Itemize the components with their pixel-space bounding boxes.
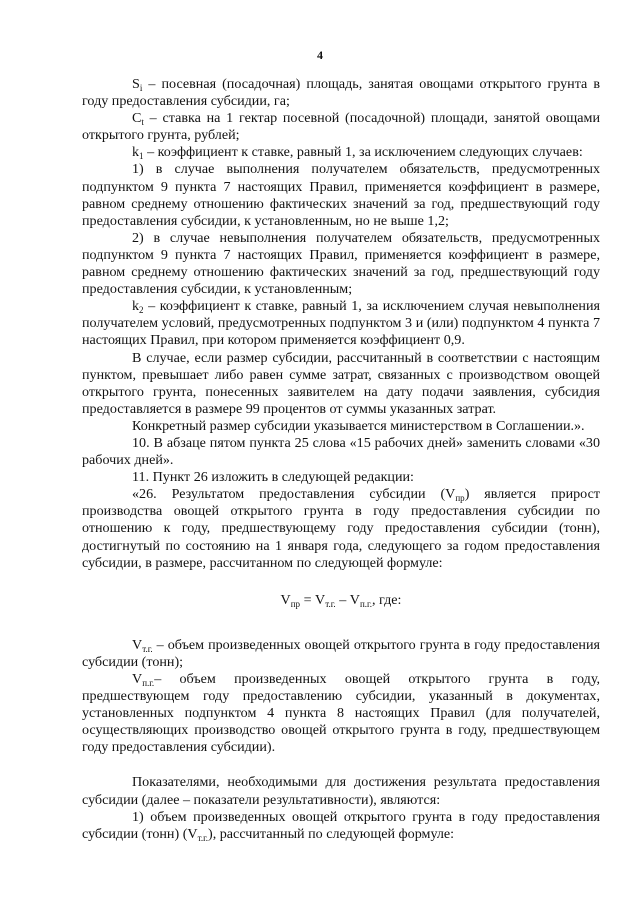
paragraph-item-11: 11. Пункт 26 изложить в следующей редакции: (132, 469, 414, 486)
paragraph-case-2: 2) в случае невыполнения получателем обязательств, предусмотренных подпунктом 9 пункта 7 настоящих Правил, применяется коэффициент в размере, равном среднему отношению фактических значений за год, предшествующий году предоставления субсидии, к установленным; (82, 229, 600, 298)
paragraph-vpg: $V_{п.г.}-$ объем произведенных овощей открытого грунта в году, предшествующем году предоставлению субсидии, указанный в документах, установленных подпунктом 4 пункта 8 настоящих Правил (для получателей, осуществляющих производство овощей открытого грунта в году, предшествующем году предоставления субсидии). (82, 671, 600, 756)
paragraph-agreement: Конкретный размер субсидии указывается министерством в Соглашении.». (132, 417, 585, 434)
formula-vpr: $V_{пр} = V_{т.г.} - V_{п.г.}$, где: (280, 591, 402, 609)
document-body (82, 76, 600, 843)
paragraph-indicators: Показателями, необходимыми для достижения результата предоставления субсидии (далее – показатели результативности), являются: (82, 774, 600, 808)
paragraph-indicator-1: 1) объем произведенных овощей открытого грунта в году предоставления субсидии (тонн) $(V_{т.г.})$, рассчитанный по следующей формуле: (82, 808, 600, 843)
paragraph-k1: $k_1$ – коэффициент к ставке, равный 1, за исключением следующих случаев: (132, 144, 583, 162)
paragraph-vtg: $V_{т.г.}$ – объем произведенных овощей открытого грунта в году предоставления субсидии (тонн); (82, 636, 600, 670)
paragraph-item-10: 10. В абзаце пятом пункта 25 слова «15 рабочих дней» заменить словами «30 рабочих дней». (82, 434, 600, 469)
page-number: 4 (317, 48, 323, 62)
paragraph-case-1: 1) в случае выполнения получателем обязательств, предусмотренных подпунктом 9 пункта 7 настоящих Правил, применяется коэффициент в размере, равном среднему отношению фактических значений за год, предшествующий году предоставления субсидии, к установленным, но не выше 1,2; (82, 161, 600, 229)
paragraph-subsidy-limit: В случае, если размер субсидии, рассчитанный в соответствии с настоящим пунктом, превышает либо равен сумме затрат, связанных с производством овощей открытого грунта, понесенных заявителем на дату подачи заявления, субсидия предоставляется в размере 99 процентов от суммы указанных затрат. (82, 349, 600, 417)
paragraph-si: $S_i$ – посевная (посадочная) площадь, занятая овощами открытого грунта в году предоставления субсидии, га; (82, 76, 600, 110)
paragraph-k2: $k_2$ – коэффициент к ставке, равный 1, за исключением случая невыполнения получателем условий, предусмотренных подпунктом 3 и (или) подпунктом 4 пункта 7 настоящих Правил, при котором применяется коэффициент 0,9. (82, 298, 600, 349)
paragraph-item-26: «26. Результатом предоставления субсидии $(V_{пр})$ является прирост производства овощей открытого грунта в году предоставления субсидии по отношению к году, предшествующему году предоставления субсидии (тонн), достигнутый по состоянию на 1 января года, следующего за годом предоставления субсидии, в размере, рассчитанном по следующей формуле: (82, 486, 600, 571)
paragraph-ct: $C_t$ – ставка на 1 гектар посевной (посадочной) площади, занятой овощами открытого грунта, рублей; (82, 110, 600, 144)
